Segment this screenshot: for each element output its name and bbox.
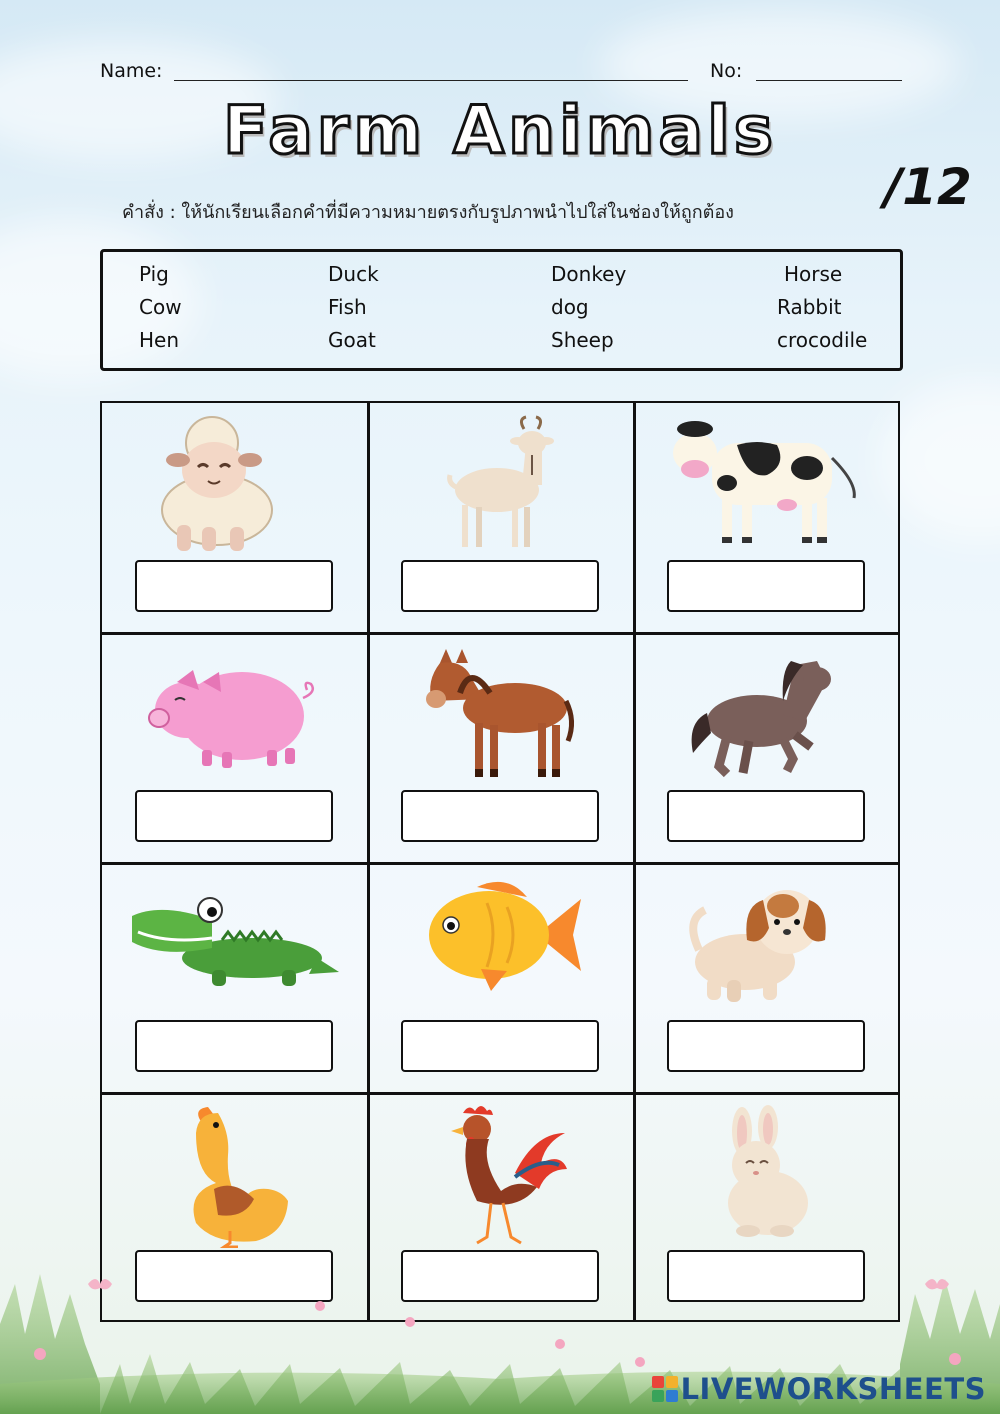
word-bank-item[interactable]: Sheep — [551, 328, 614, 352]
answer-box-donkey[interactable] — [401, 790, 599, 842]
grid-divider — [102, 862, 898, 865]
word-bank-item[interactable]: Donkey — [551, 262, 627, 286]
answer-box-horse[interactable] — [667, 790, 865, 842]
fish-icon — [427, 873, 587, 998]
grid-divider — [102, 1092, 898, 1095]
grid-divider — [102, 632, 898, 635]
name-field[interactable] — [174, 80, 688, 81]
answer-box-cow[interactable] — [667, 560, 865, 612]
answer-box-pig[interactable] — [135, 790, 333, 842]
cow-icon — [667, 413, 867, 548]
answer-box-dog[interactable] — [667, 1020, 865, 1072]
picture-grid — [100, 401, 900, 1322]
answer-box-goat[interactable] — [401, 560, 599, 612]
logo-text: LIVEWORKSHEETS — [680, 1372, 986, 1406]
dog-icon — [687, 878, 837, 1008]
word-bank-item[interactable]: Pig — [139, 262, 169, 286]
word-bank-item[interactable]: Fish — [328, 295, 367, 319]
rabbit-icon — [712, 1105, 822, 1240]
number-field[interactable] — [756, 80, 902, 81]
name-label: Name: — [100, 60, 163, 82]
answer-box-fish[interactable] — [401, 1020, 599, 1072]
word-bank-item[interactable]: Cow — [139, 295, 182, 319]
rooster-icon — [437, 1103, 567, 1248]
answer-box-sheep[interactable] — [135, 560, 333, 612]
word-bank — [100, 249, 903, 371]
horse-icon — [687, 641, 847, 786]
duck-icon — [182, 1103, 292, 1248]
word-bank-item[interactable]: crocodile — [777, 328, 868, 352]
word-bank-item[interactable]: Hen — [139, 328, 180, 352]
number-label: No: — [710, 60, 743, 82]
donkey-icon — [420, 643, 580, 783]
word-bank-item[interactable]: Duck — [328, 262, 379, 286]
word-bank-item[interactable]: Rabbit — [777, 295, 842, 319]
word-bank-item[interactable]: dog — [551, 295, 589, 319]
liveworksheets-logo — [652, 1372, 986, 1406]
word-bank-item[interactable]: Horse — [784, 262, 843, 286]
crocodile-icon — [132, 888, 342, 998]
page-title: Farm Animals — [223, 92, 777, 169]
sheep-icon — [152, 415, 282, 555]
pig-icon — [147, 658, 327, 773]
word-bank-item[interactable]: Goat — [328, 328, 376, 352]
answer-box-crocodile[interactable] — [135, 1020, 333, 1072]
liveworksheets-logo-icon — [652, 1376, 678, 1402]
score-total: /12 — [884, 158, 972, 216]
instruction-text: คำสั่ง : ให้นักเรียนเลือกคำที่มีความหมายตรงกับรูปภาพนำไปใส่ในช่องให้ถูกต้อง — [122, 202, 734, 223]
goat-icon — [442, 415, 562, 555]
